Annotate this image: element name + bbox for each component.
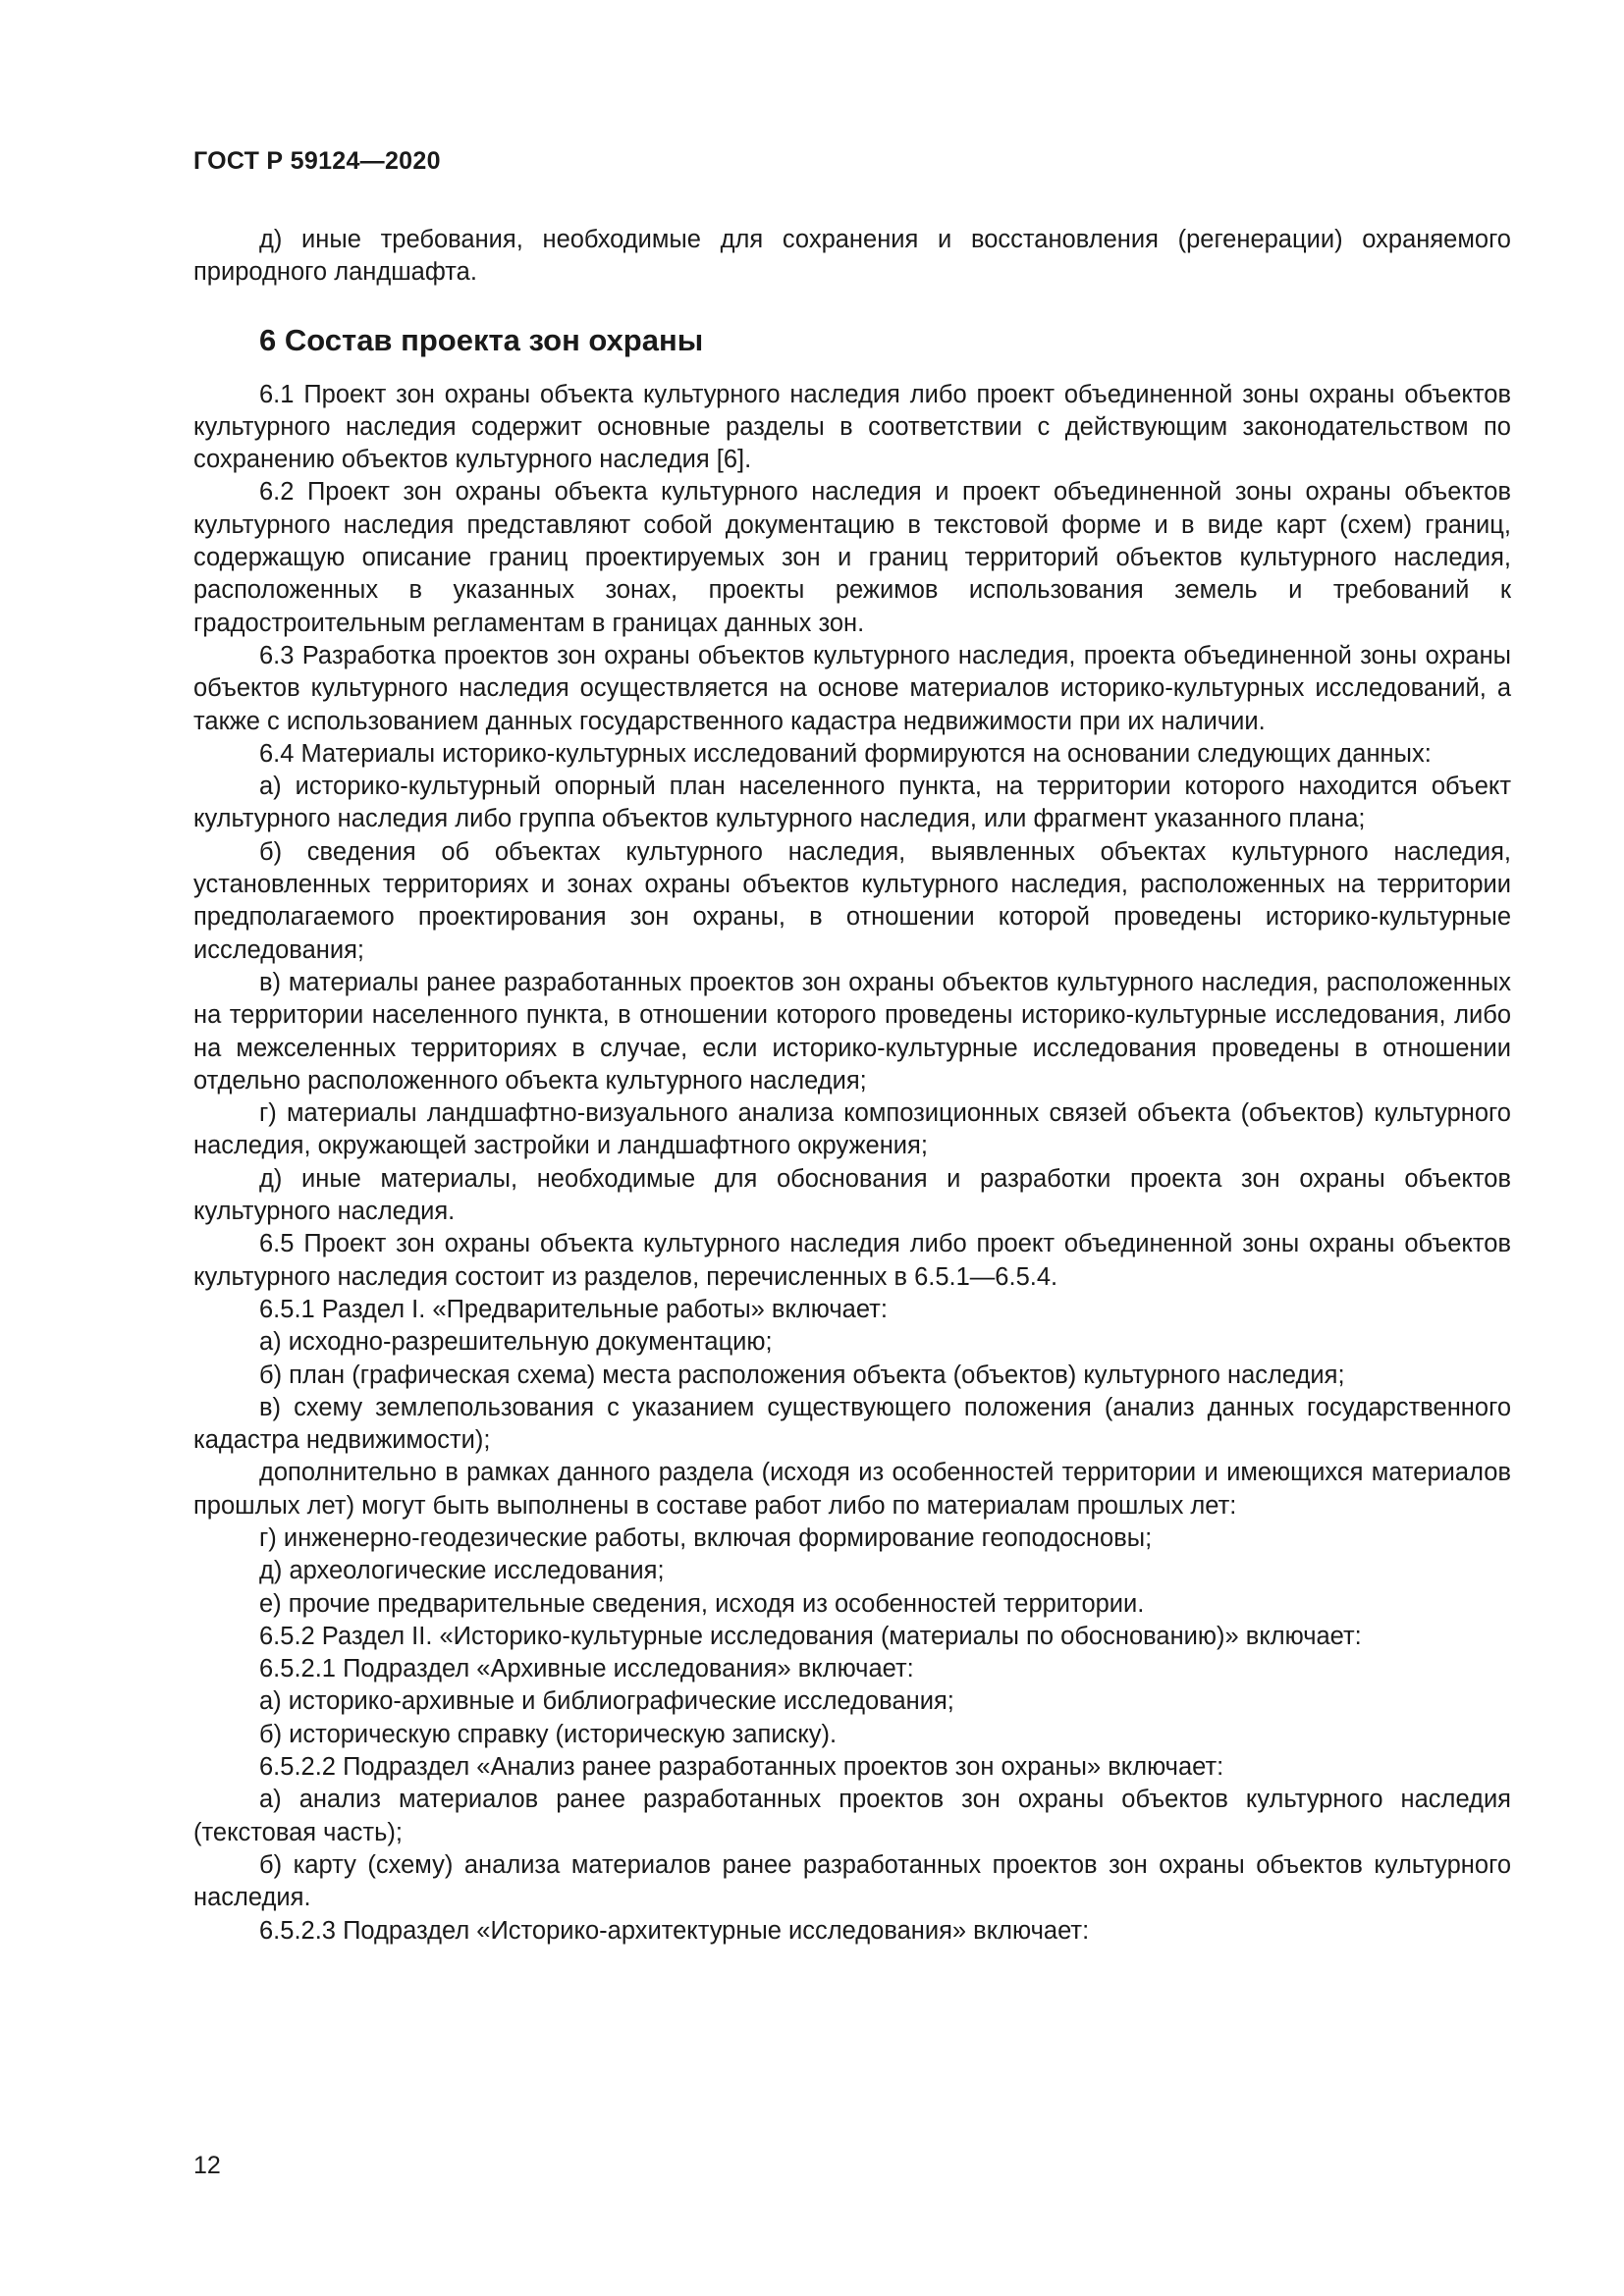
list-item: б) историческую справку (историческую записку). xyxy=(259,1720,838,1748)
paragraph-6-5-2-2: 6.5.2.2 Подраздел «Анализ ранее разработанных проектов зон охраны» включает: xyxy=(259,1753,1224,1782)
list-item: г) инженерно-геодезические работы, включая формирование геоподосновы; xyxy=(259,1523,1153,1552)
intro-paragraph: д) иные требования, необходимые для сохранения и восстановления (регенерации) охраняемого природного ландшафта. xyxy=(193,226,1511,287)
list-item: б) карту (схему) анализа материалов ранее разработанных проектов зон охраны объектов культурного наследия. xyxy=(193,1850,1511,1912)
list-item: а) анализ материалов ранее разработанных проектов зон охраны объектов культурного наследия (текстовая часть); xyxy=(193,1786,1511,1846)
paragraph-6-5: 6.5 Проект зон охраны объекта культурного наследия либо проект объединенной зоны охраны объектов культурного наследия состоит из разделов, перечисленных в 6.5.1—6.5.4. xyxy=(193,1230,1511,1291)
list-item: а) историко-культурный опорный план населенного пункта, на территории которого находится объект культурного наследия либо группа объектов культурного наследия, или фрагмент указанного плана; xyxy=(193,773,1511,833)
paragraph-6-5-2-3: 6.5.2.3 Подраздел «Историко-архитектурные исследования» включает: xyxy=(259,1916,1090,1945)
paragraph-6-3: 6.3 Разработка проектов зон охраны объектов культурного наследия, проекта объединенной зоны охраны объектов культурного наследия осуществляется на основе материалов историко-культурных исследований, а также с использованием данных государственного кадастра недвижимости при их наличии. xyxy=(193,641,1511,735)
paragraph-6-1: 6.1 Проект зон охраны объекта культурного наследия либо проект объединенной зоны охраны объектов культурного наследия содержит основные разделы в соответствии с действующим законодательством по сохранению объектов культурного наследия [6]. xyxy=(193,380,1511,474)
list-item: а) исходно-разрешительную документацию; xyxy=(259,1328,773,1357)
page-body xyxy=(193,224,1511,1948)
page-number: 12 xyxy=(193,2152,221,2179)
list-item: а) историко-архивные и библиографические исследования; xyxy=(259,1687,954,1716)
standard-header: ГОСТ Р 59124—2020 xyxy=(193,147,441,175)
paragraph-6-5-2-1: 6.5.2.1 Подраздел «Архивные исследования» включает: xyxy=(259,1655,914,1683)
paragraph-6-5-1: 6.5.1 Раздел I. «Предварительные работы» включает: xyxy=(259,1295,888,1323)
list-item: г) материалы ландшафтно-визуального анализа композиционных связей объекта (объектов) культурного наследия, окружающей застройки и ландшафтного окружения; xyxy=(193,1099,1511,1160)
list-item: е) прочие предварительные сведения, исходя из особенностей территории. xyxy=(259,1589,1145,1618)
paragraph-6-4: 6.4 Материалы историко-культурных исследований формируются на основании следующих данных: xyxy=(259,739,1432,768)
list-item: д) археологические исследования; xyxy=(259,1557,665,1585)
paragraph-6-2: 6.2 Проект зон охраны объекта культурного наследия и проект объединенной зоны охраны объектов культурного наследия представляют собой документацию в текстовой форме и в виде карт (схем) границ, содержащую описание границ проектируемых зон и границ территорий объектов культурного наследия, расположенных в указанных зонах, проекты режимов использования земель и требований к градостроительным регламентам в границах данных зон. xyxy=(193,478,1511,637)
additional-note: дополнительно в рамках данного раздела (исходя из особенностей территории и имеющихся материалов прошлых лет) могут быть выполнены в составе работ либо по материалам прошлых лет: xyxy=(193,1459,1511,1520)
list-item: в) схему землепользования с указанием существующего положения (анализ данных государственного кадастра недвижимости); xyxy=(193,1393,1511,1455)
list-item: б) сведения об объектах культурного наследия, выявленных объектах культурного наследия, установленных территориях и зонах охраны объектов культурного наследия, расположенных на территории предполагаемого проектирования зон охраны, в отношении которой проведены историко-культурные исследования; xyxy=(193,837,1511,964)
section-heading: 6 Состав проекта зон охраны xyxy=(259,322,704,357)
list-item: в) материалы ранее разработанных проектов зон охраны объектов культурного наследия, расположенных на территории населенного пункта, в отношении которого проведены историко-культурные исследования, либо на межселенных территориях в случае, если историко-культурные исследования проведены в отношении отдельно расположенного объекта культурного наследия; xyxy=(193,968,1511,1095)
list-item: б) план (графическая схема) места расположения объекта (объектов) культурного наследия; xyxy=(259,1361,1345,1389)
paragraph-6-5-2: 6.5.2 Раздел II. «Историко-культурные исследования (материалы по обоснованию)» включает: xyxy=(259,1622,1362,1650)
list-item: д) иные материалы, необходимые для обоснования и разработки проекта зон охраны объектов культурного наследия. xyxy=(193,1164,1511,1226)
